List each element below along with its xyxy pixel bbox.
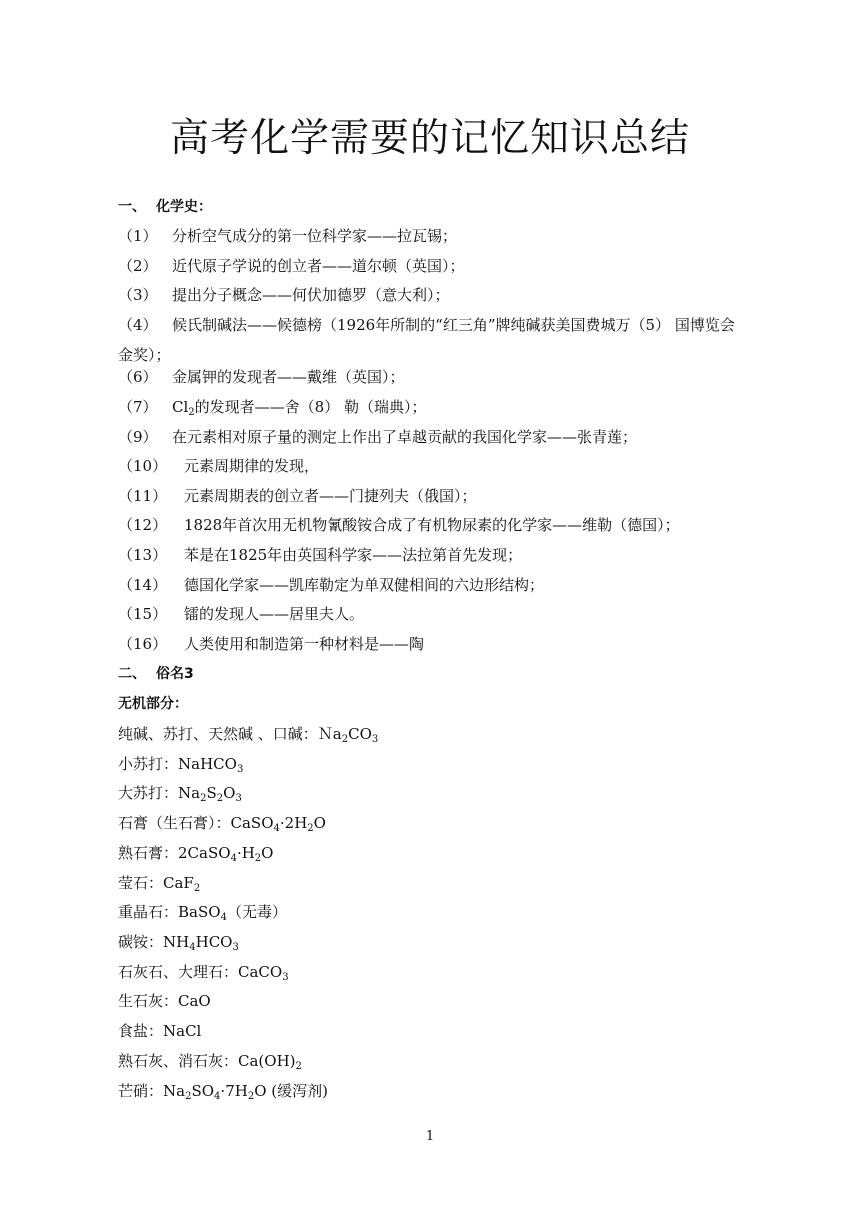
history-item: （9） 在元素相对原子量的测定上作出了卓越贡献的我国化学家——张青莲； xyxy=(118,428,638,446)
section-label: 俗名3 xyxy=(156,666,194,682)
section-heading-common-names xyxy=(118,664,194,684)
page-title: 高考化学需要的记忆知识总结 xyxy=(169,116,690,161)
compound-item: 石膏（生石膏）：$CaSO_4\cdot 2H_2O$ xyxy=(118,814,326,834)
history-item: （6） 金属钾的发现者——戴维（英国）； xyxy=(118,368,405,386)
history-item: （3） 提出分子概念——何伏加德罗（意大利）； xyxy=(118,286,450,304)
history-item: （13） 苯是在1825年由英国科学家——法拉第首先发现； xyxy=(118,546,523,564)
compound-item: 重晶石：BaSO$_4$（无毒） xyxy=(118,903,287,923)
page-number: 1 xyxy=(425,1129,435,1144)
history-item: （16） 人类使用和制造第一种材料是——陶 xyxy=(118,635,425,653)
section-heading-history xyxy=(118,197,212,217)
compound-item: 石灰石、大理石：CaCO$_3$ xyxy=(118,963,289,983)
section-number: 二、 xyxy=(118,666,146,682)
compound-item: 碳铵：$NH_4HCO_3$ xyxy=(118,933,239,953)
compound-item: 熟石灰、消石灰：$Ca(OH)_2$ xyxy=(118,1052,302,1072)
compound-item: 生石灰：CaO xyxy=(118,992,211,1010)
section-label: 化学史： xyxy=(156,199,212,215)
history-item: （2） 近代原子学说的创立者——道尔顿（英国）； xyxy=(118,257,465,275)
compound-item: 小苏打：NaHCO$_3$ xyxy=(118,755,244,775)
section-number: 一、 xyxy=(118,199,146,215)
history-item: （14） 德国化学家——凯库勒定为单双健相间的六边形结构； xyxy=(118,576,545,594)
history-item: （1） 分析空气成分的第一位科学家——拉瓦锡； xyxy=(118,227,458,245)
history-item: （11） 元素周期表的创立者——门捷列夫（俄国）； xyxy=(118,487,477,505)
compound-item: 纯碱、苏打、天然碱 、口碱：$Na_2CO_3$ xyxy=(118,725,379,745)
compound-item: 芒硝：$Na_2SO_4\cdot 7H_2O$ (缓泻剂) xyxy=(118,1082,328,1102)
history-item: （4） 候氏制碱法——候德榜（1926年所制的“红三角”牌纯碱获美国费城万（5） 国博览会金奖）； xyxy=(118,316,735,364)
compound-item: 大苏打：$Na_2S_2O_3$ xyxy=(118,784,242,804)
history-item: （7） $Cl_2$的发现者——舍（8） 勒（瑞典）； xyxy=(118,398,427,418)
history-item: （10） 元素周期律的发现， xyxy=(118,457,320,475)
compound-item: 熟石膏：$2CaSO_4\cdot H_2O$ xyxy=(118,844,274,864)
history-item: （15） 镭的发现人——居里夫人。 xyxy=(118,605,365,623)
compound-item: 食盐：NaCl xyxy=(118,1022,202,1040)
compound-item: 莹石：CaF$_2$ xyxy=(118,874,201,894)
subsection-heading: 无机部分： xyxy=(118,696,188,712)
history-item: （12） 1828年首次用无机物氰酸铵合成了有机物尿素的化学家——维勒（德国）； xyxy=(118,516,680,534)
